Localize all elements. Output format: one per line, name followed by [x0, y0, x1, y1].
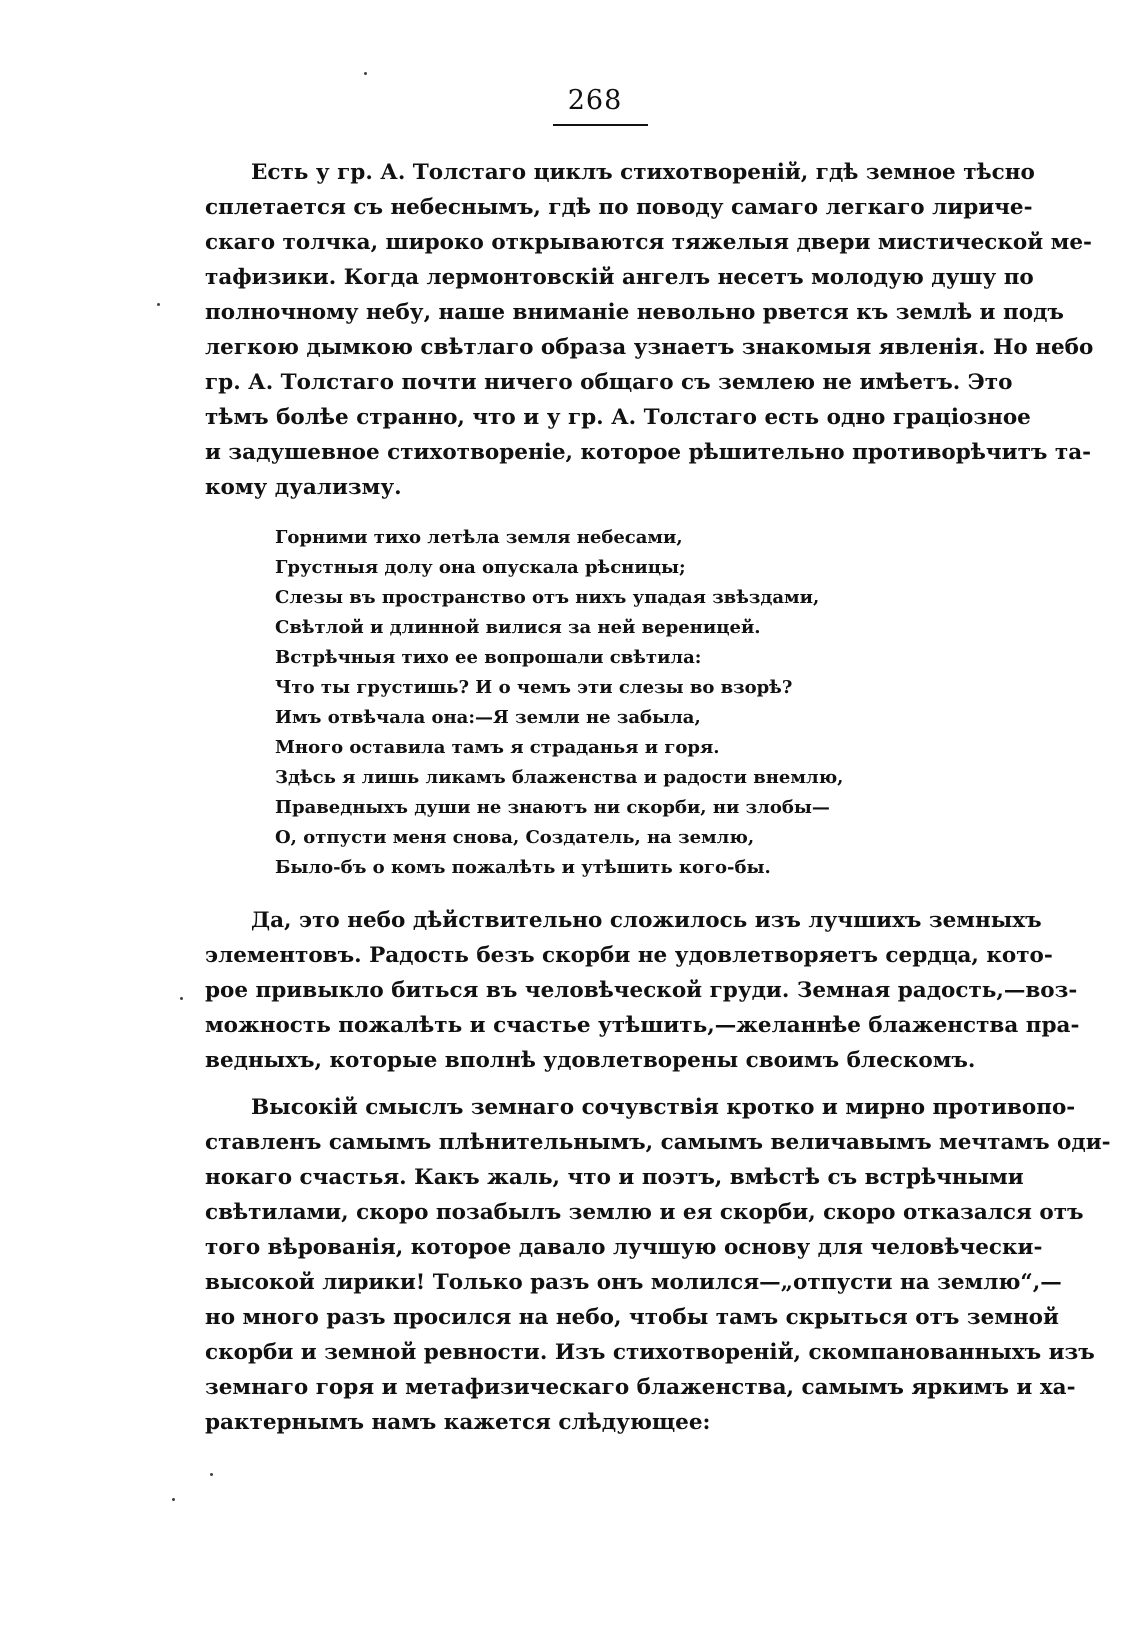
- text-line: нокаго счастья. Какъ жаль, что и поэтъ, вмѣстѣ съ встрѣчными: [205, 1165, 1024, 1190]
- text-line: ставленъ самымъ плѣнительнымъ, самымъ величавымъ мечтамъ оди-: [205, 1130, 1111, 1155]
- poem-line: Было-бъ о комъ пожалѣть и утѣшить кого-бы.: [275, 857, 771, 878]
- text-line: элементовъ. Радость безъ скорби не удовлетворяетъ сердца, кото-: [205, 943, 1053, 968]
- poem-line: Много оставила тамъ я страданья и горя.: [275, 737, 720, 758]
- poem-line: Здѣсь я лишь ликамъ блаженства и радости внемлю,: [275, 767, 844, 788]
- scan-speck: [157, 303, 160, 306]
- text-line: скорби и земной ревности. Изъ стихотвореній, скомпанованныхъ изъ: [205, 1340, 1095, 1365]
- text-line: Есть у гр. А. Толстаго циклъ стихотвореній, гдѣ земное тѣсно: [251, 160, 1035, 185]
- page-number: 268: [567, 85, 623, 116]
- text-line: полночному небу, наше вниманіе невольно рвется къ землѣ и подъ: [205, 300, 1064, 325]
- poem-line: Что ты грустишь? И о чемъ эти слезы во взорѣ?: [275, 677, 793, 698]
- text-line: земнаго горя и метафизическаго блаженства, самымъ яркимъ и ха-: [205, 1375, 1076, 1400]
- text-line: скаго толчка, широко открываются тяжелыя двери мистической ме-: [205, 230, 1092, 255]
- poem-line: Горними тихо летѣла земля небесами,: [275, 527, 683, 548]
- text-line: Высокій смыслъ земнаго сочувствія кротко и мирно противопо-: [251, 1095, 1076, 1120]
- text-line: тафизики. Когда лермонтовскій ангелъ несетъ молодую душу по: [205, 265, 1034, 290]
- text-line: того вѣрованія, которое давало лучшую основу для человѣчески-: [205, 1235, 1043, 1260]
- poem-line: Имъ отвѣчала она:—Я земли не забыла,: [275, 707, 701, 728]
- text-line: можность пожалѣть и счастье утѣшить,—желаннѣе блаженства пра-: [205, 1013, 1080, 1038]
- poem-line: Грустныя долу она опускала рѣсницы;: [275, 557, 686, 578]
- scan-speck: [364, 72, 367, 75]
- paragraph-high-meaning: [205, 1090, 1111, 1440]
- text-line: тѣмъ болѣе странно, что и у гр. А. Толстаго есть одно граціозное: [205, 405, 1031, 430]
- paragraph-earthly-joy: [205, 903, 1080, 1078]
- text-line: рое привыкло биться въ человѣческой груди. Земная радость,—воз-: [205, 978, 1078, 1003]
- text-line: ведныхъ, которые вполнѣ удовлетворены своимъ блескомъ.: [205, 1048, 976, 1073]
- text-line: сплетается съ небеснымъ, гдѣ по поводу самаго легкаго лириче-: [205, 195, 1033, 220]
- scan-speck: [172, 1498, 175, 1501]
- text-line: кому дуализму.: [205, 475, 402, 500]
- text-line: высокой лирики! Только разъ онъ молился—„отпусти на землю“,—: [205, 1270, 1062, 1295]
- text-line: Да, это небо дѣйствительно сложилось изъ лучшихъ земныхъ: [251, 908, 1042, 933]
- text-line: но много разъ просился на небо, чтобы тамъ скрыться отъ земной: [205, 1305, 1059, 1330]
- poem-line: Встрѣчныя тихо ее вопрошали свѣтила:: [275, 647, 702, 668]
- poem-line: Праведныхъ души не знаютъ ни скорби, ни злобы—: [275, 797, 830, 818]
- scan-speck: [180, 997, 183, 1000]
- poem-line: О, отпусти меня снова, Создатель, на землю,: [275, 827, 755, 848]
- poem: [275, 523, 895, 883]
- paragraph-intro: [205, 155, 1094, 505]
- text-line: гр. А. Толстаго почти ничего общаго съ землею не имѣетъ. Это: [205, 370, 1013, 395]
- scan-speck: [210, 1473, 213, 1476]
- poem-line: Слезы въ пространство отъ нихъ упадая звѣздами,: [275, 587, 820, 608]
- text-line: легкою дымкою свѣтлаго образа узнаетъ знакомыя явленія. Но небо: [205, 335, 1094, 360]
- text-line: рактернымъ намъ кажется слѣдующее:: [205, 1410, 711, 1435]
- text-line: свѣтилами, скоро позабылъ землю и ея скорби, скоро отказался отъ: [205, 1200, 1084, 1225]
- poem-line: Свѣтлой и длинной вилися за ней вереницей.: [275, 617, 761, 638]
- page-number-rule: [553, 124, 648, 126]
- text-line: и задушевное стихотвореніе, которое рѣшительно противорѣчитъ та-: [205, 440, 1092, 465]
